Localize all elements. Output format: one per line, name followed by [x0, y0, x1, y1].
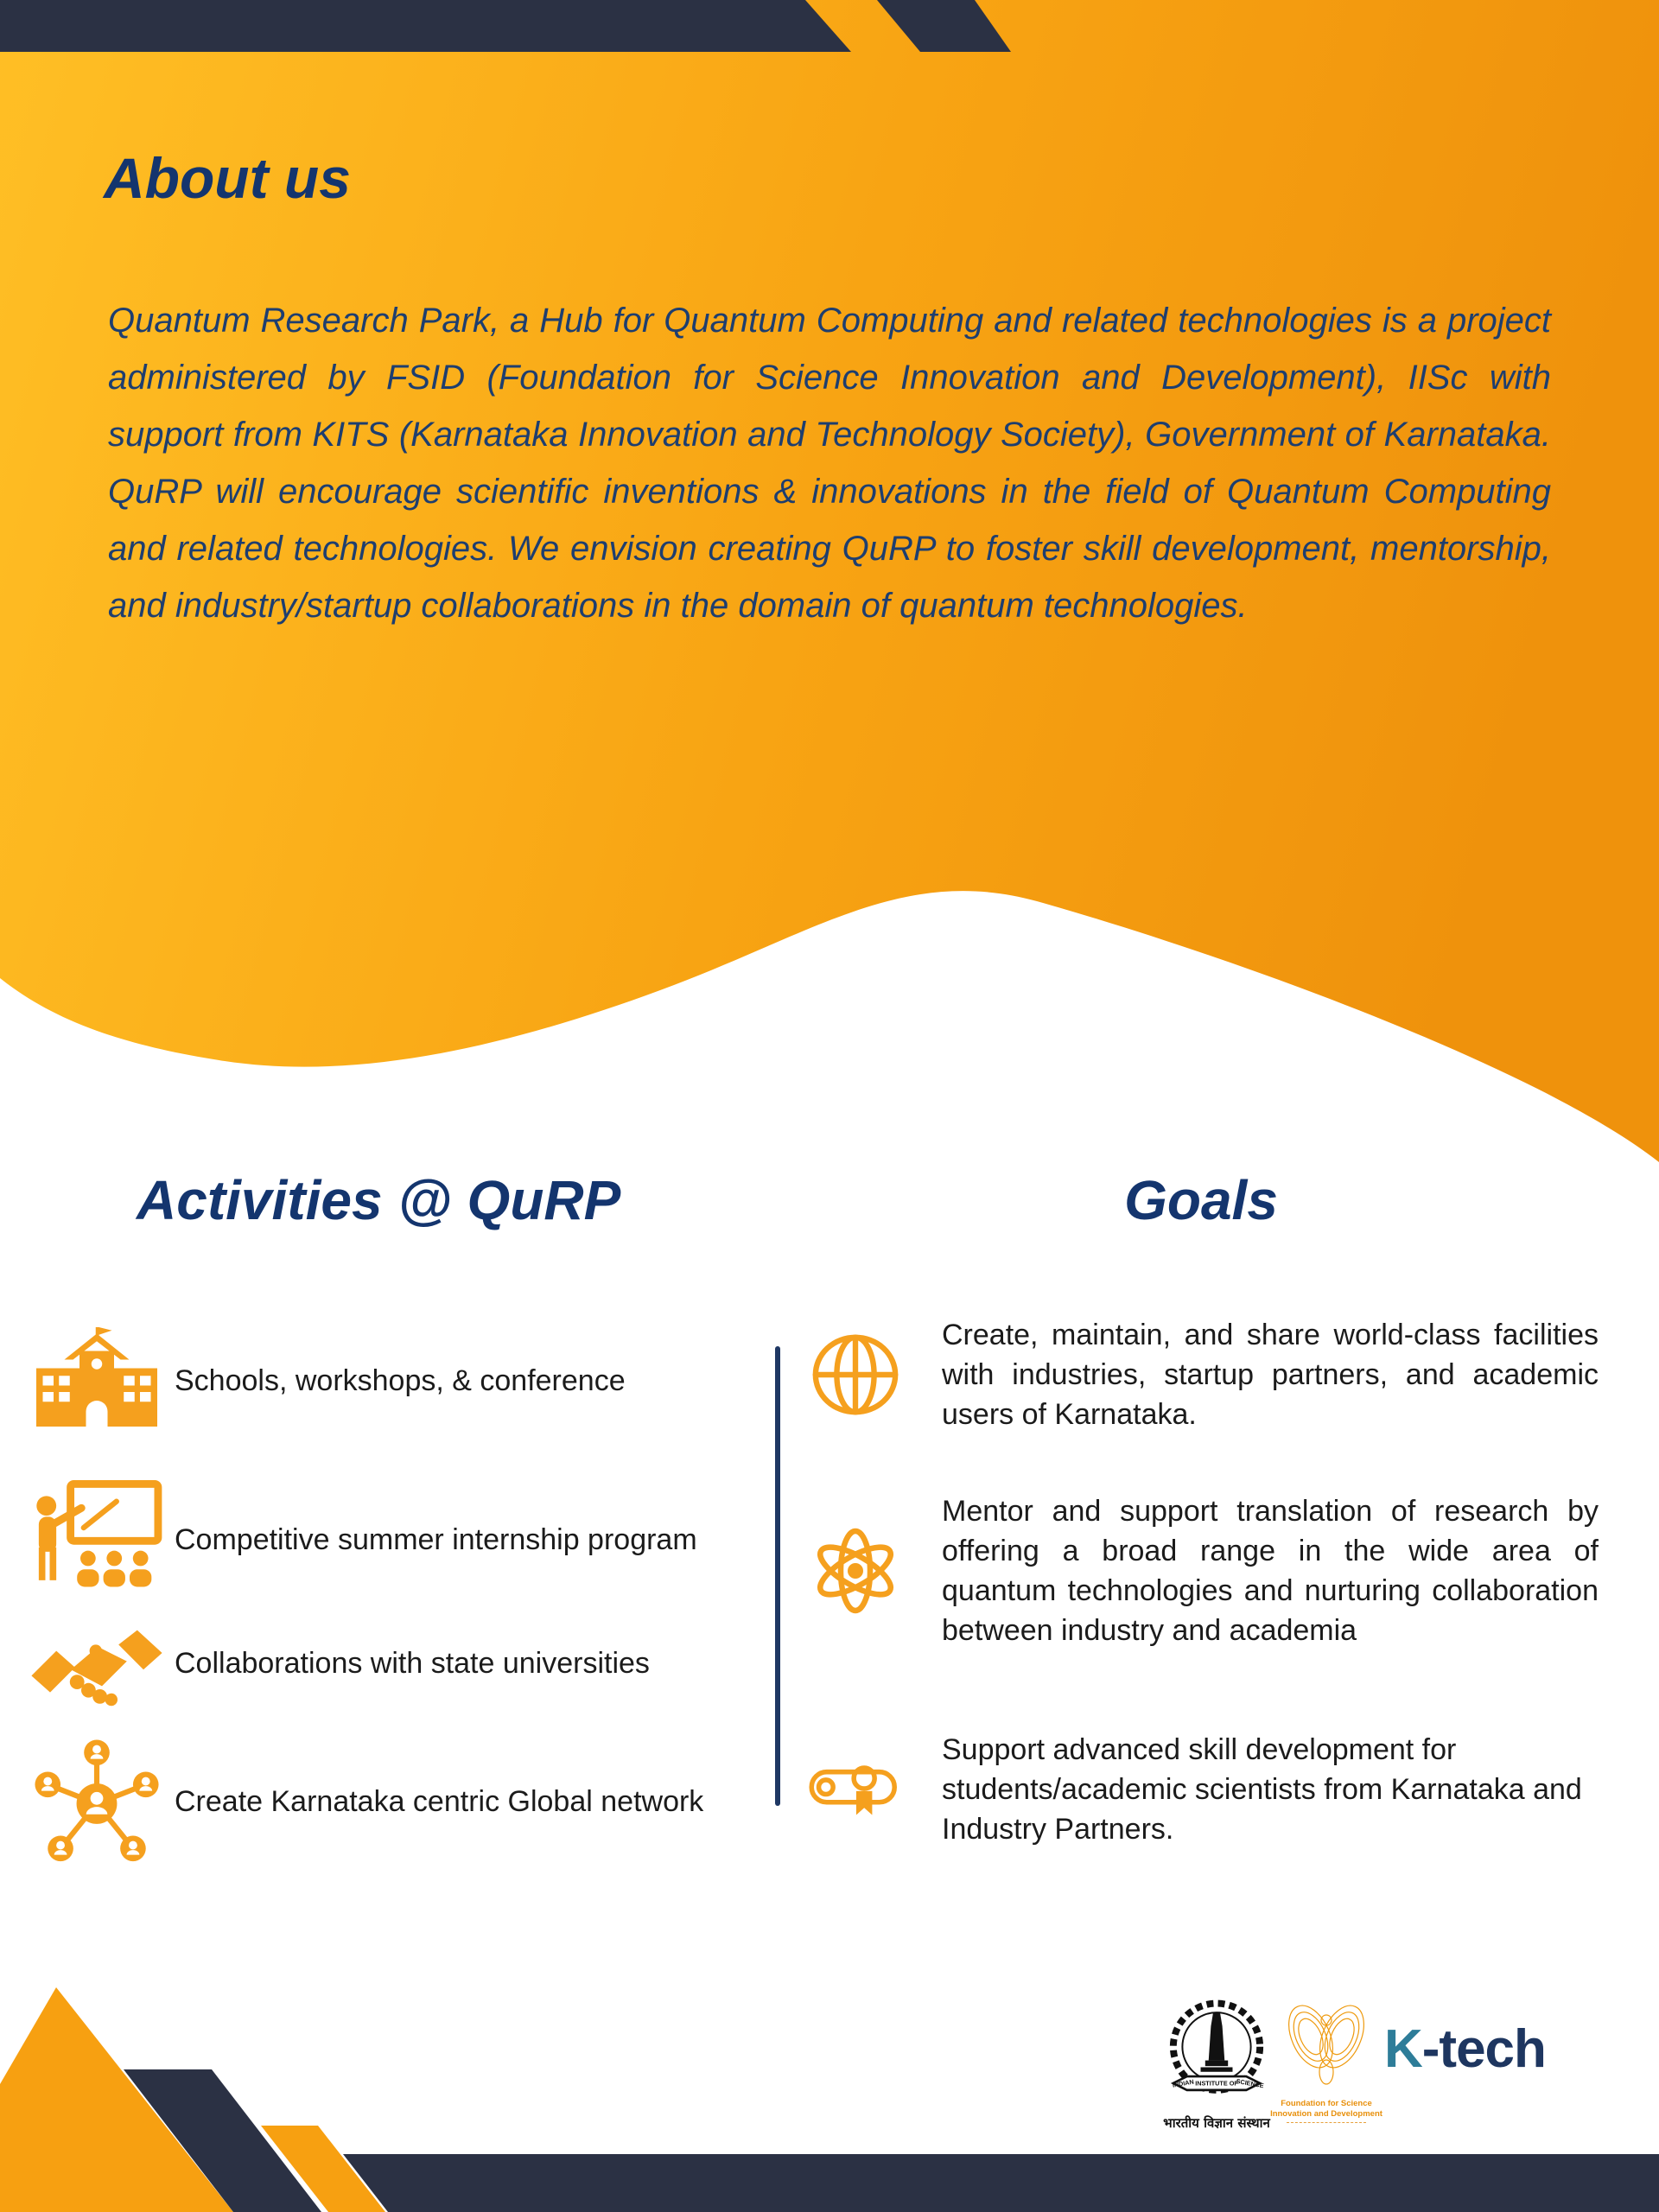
activity-row: [24, 1462, 776, 1618]
activity-row: [24, 1732, 776, 1871]
presentation-icon: [24, 1479, 169, 1600]
iisc-emblem: [1160, 1994, 1274, 2108]
certificate-icon: [804, 1746, 907, 1833]
activity-label: Collaborations with state universities: [175, 1646, 650, 1680]
activities-heading: Activities @ QuRP: [137, 1169, 621, 1231]
ktech-k-mark: K: [1384, 2019, 1422, 2079]
iisc-banner-left: INDIAN: [1172, 2077, 1195, 2089]
fsid-text-line1: Foundation for Science: [1281, 2099, 1372, 2108]
activity-label: Create Karnataka centric Global network: [175, 1784, 704, 1818]
goal-row: [804, 1315, 1607, 1434]
bottom-navy-band: [343, 2154, 1659, 2212]
goal-text: Support advanced skill development for students/academic scientists from Karnataka and Industry Partners.: [942, 1733, 1582, 1846]
iisc-hindi-text: भारतीय विज्ञान संस्थान: [1163, 2115, 1270, 2131]
globe-icon: [804, 1332, 907, 1418]
goal-text: Mentor and support translation of research by offering a broad range in the wide area of quantum technologies and nurturing collaboration between industry and academia: [942, 1495, 1599, 1647]
ktech-logo: [1384, 2018, 1546, 2079]
top-navy-band: [0, 0, 851, 52]
goal-row: [804, 1491, 1607, 1650]
goal-text: Create, maintain, and share world-class facilities with industries, startup partners, and academic users of Karnataka.: [942, 1319, 1599, 1431]
school-icon: [24, 1327, 169, 1435]
iisc-banner-center: INSTITUTE OF: [1195, 2079, 1238, 2088]
goal-row: [804, 1730, 1607, 1849]
handshake-icon: [24, 1611, 169, 1715]
about-heading: About us: [104, 146, 351, 210]
iisc-logo: [1156, 1994, 1277, 2132]
activity-row: [24, 1599, 776, 1728]
about-paragraph: Quantum Research Park, a Hub for Quantum Computing and related technologies is a project administered by FSID (Foundation for Science Innovation and Development), IISc with support from KITS (Karnataka Innovation and Technology Society), Government of Karnataka. QuRP will encourage scientific inventions & innovations in the field of Quantum Computing and related technologies. We envision creating QuRP to foster skill development, mentorship, and industry/startup collaborations in the domain of quantum technologies.: [108, 302, 1551, 625]
iisc-banner-right: SCIENCE: [1236, 2076, 1265, 2090]
atom-icon: [804, 1510, 907, 1631]
activity-row: [24, 1320, 776, 1441]
activity-label: Competitive summer internship program: [175, 1522, 697, 1556]
activity-label: Schools, workshops, & conference: [175, 1363, 626, 1397]
ktech-wordmark: -tech: [1421, 2019, 1546, 2079]
fsid-tagline-rule: [1287, 2122, 1366, 2123]
fsid-logo: [1270, 1998, 1382, 2123]
fsid-text-line2: Innovation and Development: [1270, 2109, 1382, 2119]
fsid-wings: [1283, 1998, 1370, 2094]
network-icon: [24, 1737, 169, 1866]
goals-heading: Goals: [1124, 1169, 1278, 1231]
